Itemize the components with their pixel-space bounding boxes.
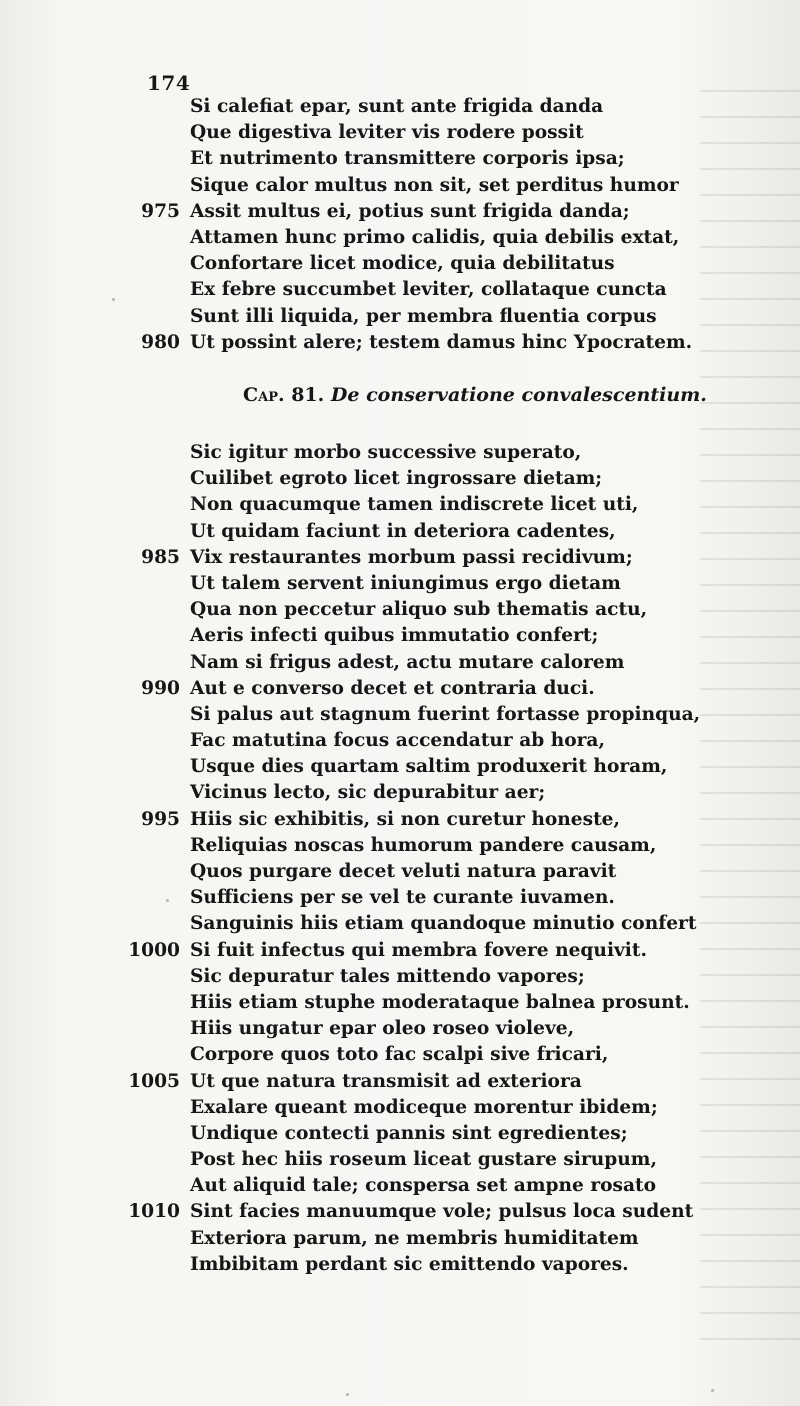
verse-line: [0, 199, 800, 225]
verse-line: [0, 330, 800, 356]
paper-speck: [711, 1389, 714, 1392]
verse-line: [0, 94, 800, 120]
verse-text: Nam si frigus adest, actu mutare calorem: [190, 651, 625, 673]
verse-text: Aut e converso decet et contraria duci.: [190, 677, 595, 699]
paper-speck: [112, 298, 115, 301]
verse-line: [0, 1147, 800, 1173]
verse-line: [0, 225, 800, 251]
verse-line: [0, 676, 800, 702]
verse-text: Vix restaurantes morbum passi recidivum;: [190, 546, 633, 568]
verse-section-1: [0, 94, 800, 356]
verse-text: Vicinus lecto, sic depurabitur aer;: [190, 782, 546, 804]
verse-text: Cuilibet egroto licet ingrossare dietam;: [190, 468, 603, 490]
verse-text: Si calefiat epar, sunt ante frigida danda: [190, 96, 604, 117]
verse-text: Post hec hiis roseum liceat gustare sirupum,: [190, 1149, 657, 1171]
verse-text: Si fuit infectus qui membra fovere nequivit.: [190, 939, 647, 961]
verse-line: [0, 571, 800, 597]
line-number: 1005: [128, 1070, 180, 1092]
verse-line: [0, 807, 800, 833]
page-number: 174: [147, 71, 191, 95]
verse-line: [0, 1121, 800, 1147]
verse-text: Reliquias noscas humorum pandere causam,: [190, 834, 657, 856]
line-number: 980: [141, 331, 180, 353]
verse-text: Sufficiens per se vel te curante iuvamen.: [190, 887, 615, 909]
verse-line: [0, 492, 800, 518]
verse-text: Exalare queant modiceque morentur ibidem;: [190, 1096, 658, 1118]
verse-line: [0, 519, 800, 545]
verse-text: Sic igitur morbo successive superato,: [190, 442, 582, 463]
verse-text: Quos purgare decet veluti natura paravit: [190, 861, 617, 882]
line-number: 985: [141, 546, 180, 568]
verse-line: [0, 859, 800, 885]
verse-line: [0, 1016, 800, 1042]
verse-text: Que digestiva leviter vis rodere possit: [190, 122, 584, 144]
verse-line: [0, 173, 800, 199]
verse-text: Ut talem servent iniungimus ergo dietam: [190, 572, 621, 594]
verse-text: Assit multus ei, potius sunt frigida danda;: [190, 200, 630, 222]
verse-text: Ut quidam faciunt in deteriora cadentes,: [190, 520, 616, 542]
verse-line: [0, 780, 800, 806]
verse-line: [0, 440, 800, 466]
chapter-title: De conservatione convalescentium.: [330, 384, 707, 406]
verse-text: Imbibitam perdant sic emittendo vapores.: [190, 1253, 629, 1275]
verse-line: [0, 728, 800, 754]
verse-line: [0, 1069, 800, 1095]
chapter-heading: [243, 384, 707, 406]
verse-line: [0, 277, 800, 303]
verse-text: Usque dies quartam saltim produxerit horam,: [190, 756, 668, 778]
verse-line: [0, 623, 800, 649]
verse-line: [0, 754, 800, 780]
verse-text: Undique contecti pannis sint egredientes;: [190, 1122, 628, 1144]
verse-section-2: [0, 440, 800, 1278]
verse-text: Ut que natura transmisit ad exteriora: [190, 1070, 582, 1092]
verse-text: Sint facies manuumque vole; pulsus loca sudent: [190, 1201, 694, 1223]
verse-text: Si palus aut stagnum fuerint fortasse propinqua,: [190, 703, 701, 725]
paper-speck: [346, 1393, 349, 1396]
verse-text: Fac matutina focus accendatur ab hora,: [190, 730, 605, 752]
verse-line: [0, 911, 800, 937]
verse-text: Hiis etiam stuphe moderataque balnea prosunt.: [190, 991, 690, 1013]
line-number: 990: [141, 677, 180, 699]
paper-speck: [166, 899, 169, 902]
verse-text: Hiis sic exhibitis, si non curetur honeste,: [190, 808, 620, 830]
verse-line: [0, 1042, 800, 1068]
verse-line: [0, 1226, 800, 1252]
verse-text: Non quacumque tamen indiscrete licet uti,: [190, 494, 639, 516]
line-number: 975: [141, 200, 180, 222]
verse-line: [0, 1199, 800, 1225]
verse-line: [0, 251, 800, 277]
chapter-label: Cap. 81.: [243, 384, 325, 406]
verse-line: [0, 304, 800, 330]
verse-line: [0, 650, 800, 676]
verse-text: Aeris infecti quibus immutatio confert;: [190, 625, 599, 647]
verse-line: [0, 1252, 800, 1278]
verse-text: Hiis ungatur epar oleo roseo violeve,: [190, 1018, 575, 1040]
verse-text: Exteriora parum, ne membris humiditatem: [190, 1227, 639, 1249]
verse-line: [0, 466, 800, 492]
verse-line: [0, 1095, 800, 1121]
verse-text: Ut possint alere; testem damus hinc Ypocratem.: [190, 331, 693, 353]
verse-text: Ex febre succumbet leviter, collataque cuncta: [190, 279, 667, 301]
verse-text: Sanguinis hiis etiam quandoque minutio confert: [190, 913, 697, 935]
verse-text: Confortare licet modice, quia debilitatus: [190, 253, 615, 275]
line-number: 995: [141, 808, 180, 830]
verse-line: [0, 702, 800, 728]
verse-text: Sunt illi liquida, per membra fluentia corpus: [190, 305, 657, 327]
verse-line: [0, 938, 800, 964]
verse-line: [0, 1173, 800, 1199]
verse-text: Sique calor multus non sit, set perditus humor: [190, 174, 679, 196]
verse-text: Attamen hunc primo calidis, quia debilis extat,: [190, 226, 680, 248]
verse-line: [0, 990, 800, 1016]
verse-text: Et nutrimento transmittere corporis ipsa;: [190, 148, 625, 170]
verse-line: [0, 120, 800, 146]
line-number: 1000: [128, 939, 180, 961]
line-number: 1010: [128, 1201, 180, 1223]
verse-text: Qua non peccetur aliquo sub thematis actu,: [190, 599, 648, 621]
verse-line: [0, 597, 800, 623]
verse-line: [0, 885, 800, 911]
verse-line: [0, 833, 800, 859]
verse-line: [0, 146, 800, 172]
verse-text: Sic depuratur tales mittendo vapores;: [190, 965, 585, 987]
verse-line: [0, 545, 800, 571]
verse-line: [0, 964, 800, 990]
verse-text: Aut aliquid tale; conspersa set ampne rosato: [190, 1175, 657, 1197]
verse-text: Corpore quos toto fac scalpi sive fricari,: [190, 1044, 609, 1066]
